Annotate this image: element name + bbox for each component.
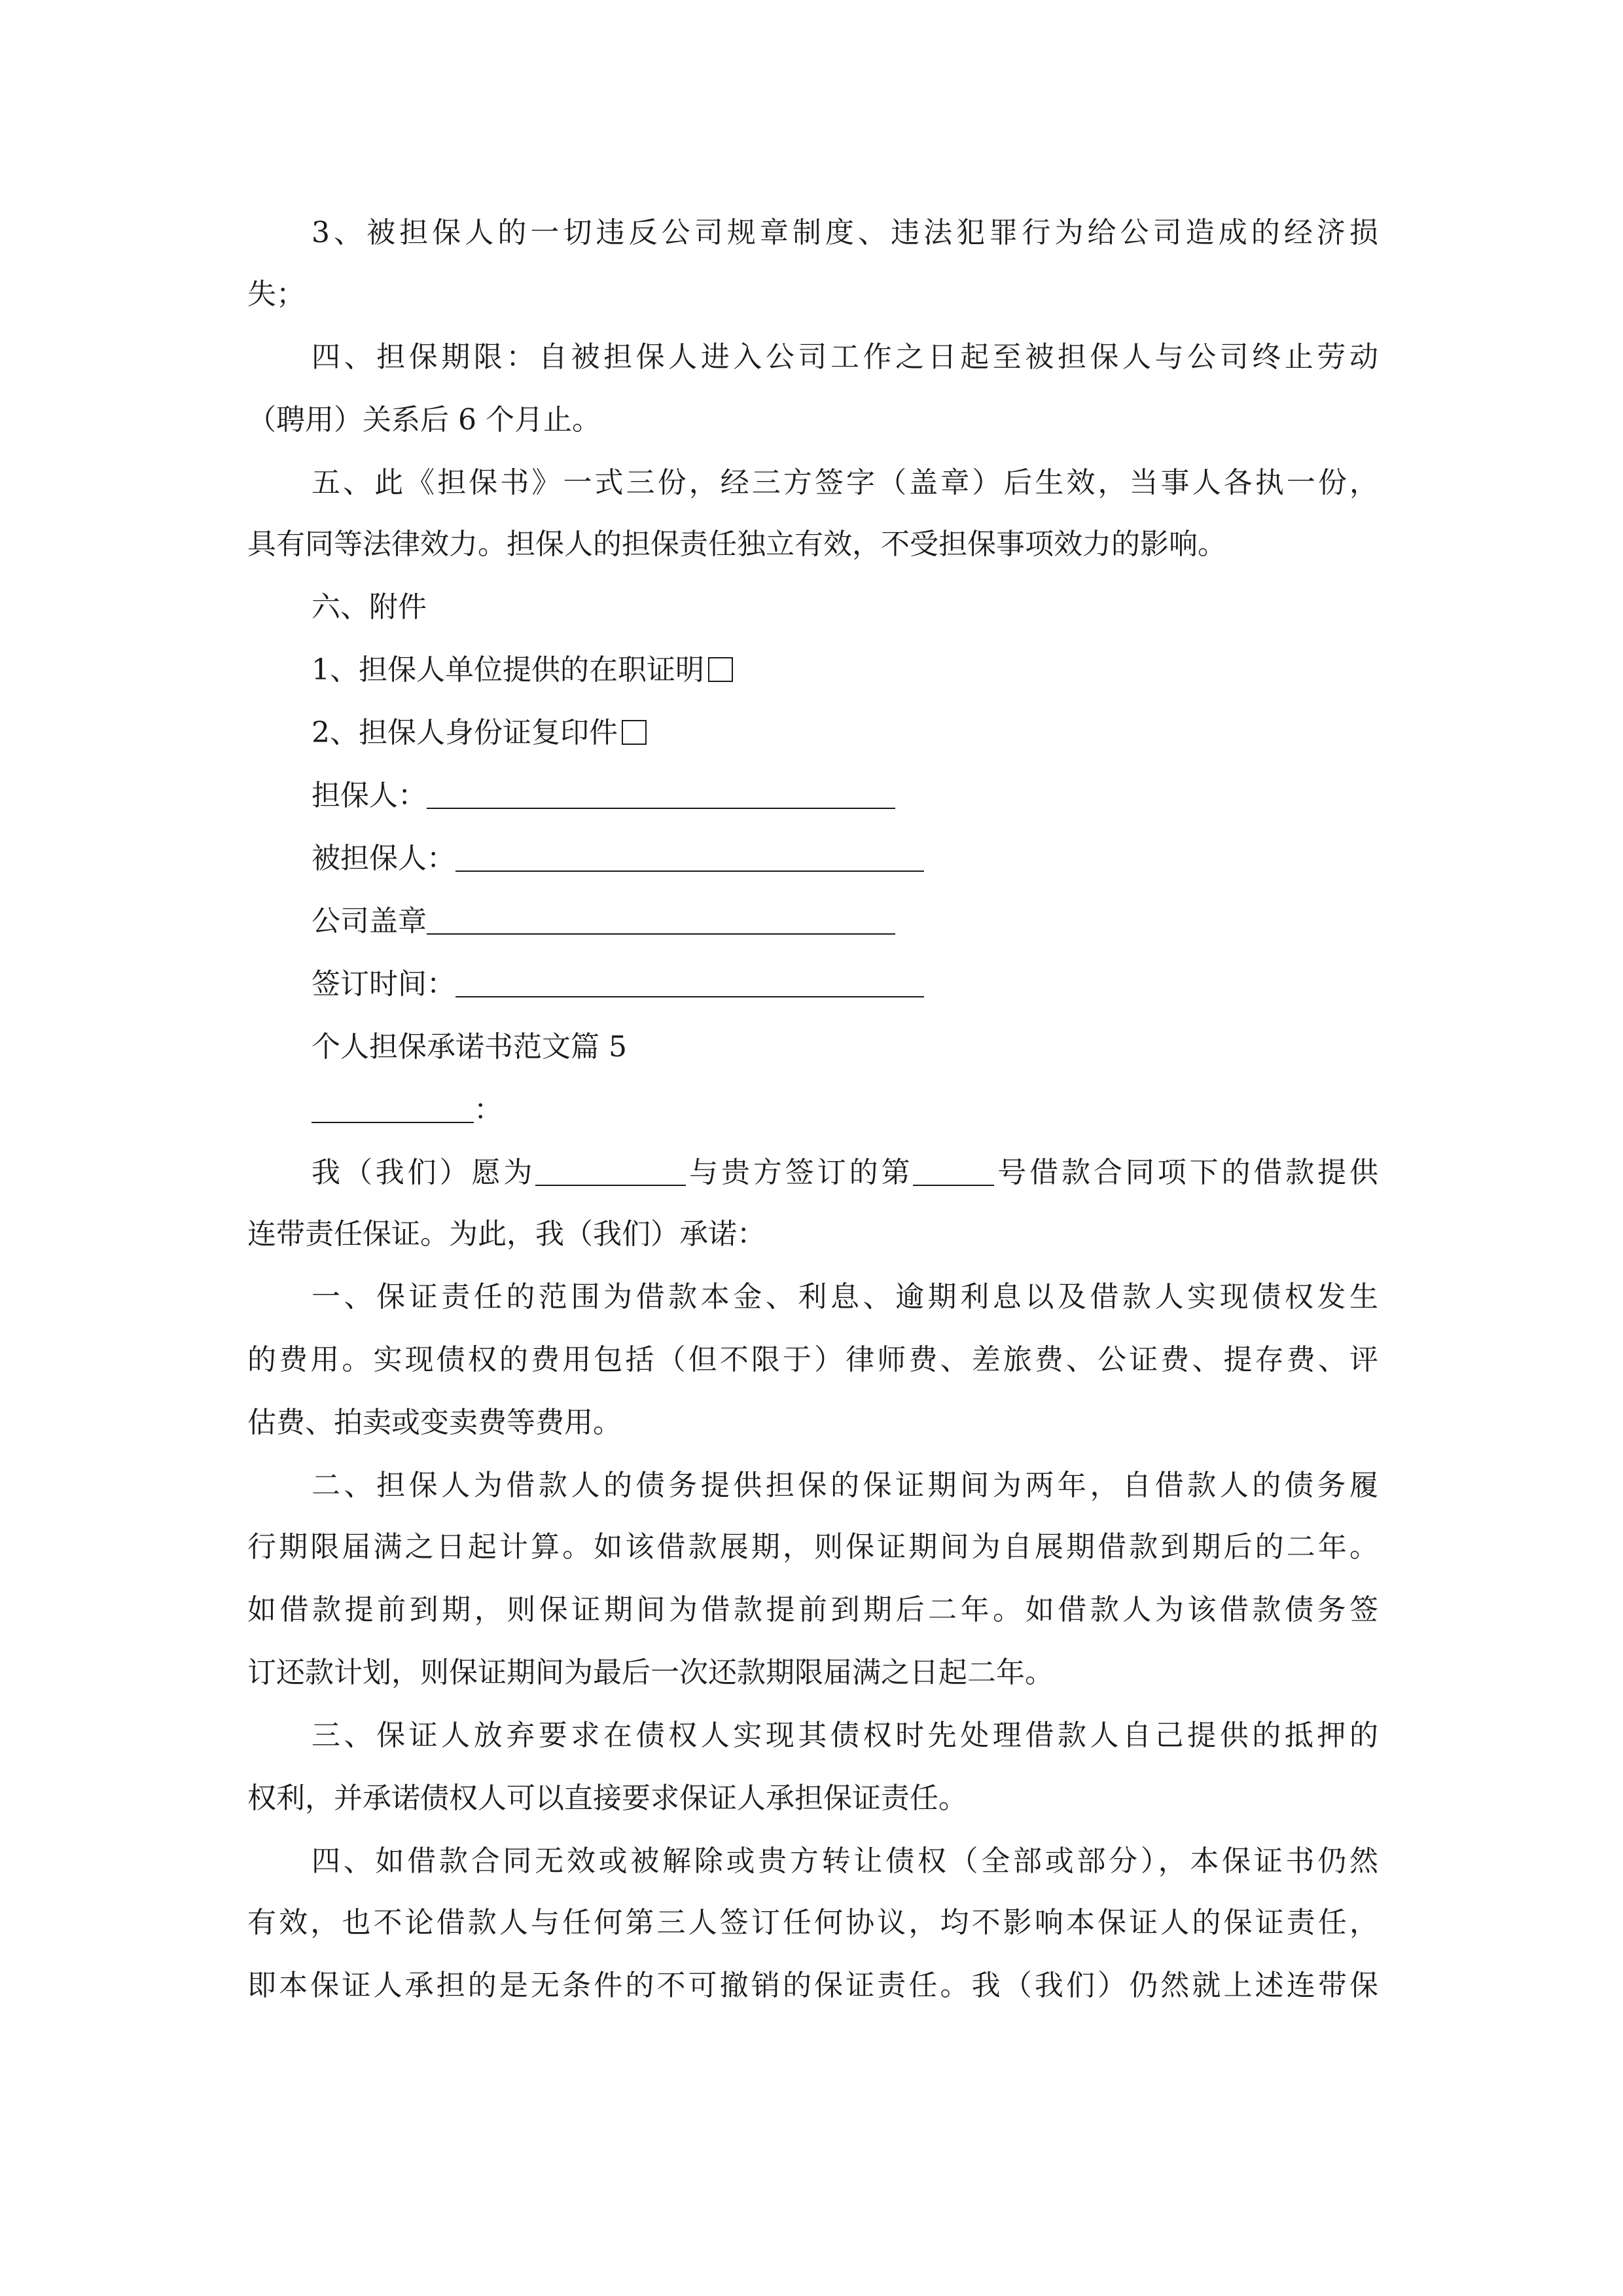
- clause3-item3-line2: 失；: [247, 278, 305, 311]
- salutation: [312, 1090, 503, 1130]
- clause4-line1: 四、担保期限：自被担保人进入公司工作之日起至被担保人与公司终止劳动: [312, 340, 1378, 374]
- attachment-1: [312, 651, 733, 690]
- signature-guaranteed: [312, 839, 924, 878]
- p2-line2: 行期限届满之日起计算。如该借款展期，则保证期间为自展期借款到期后的二年。: [247, 1530, 1378, 1564]
- p3-line1: 三、保证人放弃要求在债权人实现其债权时先处理借款人自己提供的抵押的: [312, 1719, 1378, 1752]
- checkbox[interactable]: [622, 720, 647, 745]
- p1-line3: 估费、拍卖或变卖费等费用。: [247, 1406, 622, 1439]
- intro-text-3: 号借款合同项下的借款提供: [994, 1156, 1379, 1189]
- signing-date: [312, 965, 924, 1004]
- checkbox[interactable]: [708, 657, 733, 682]
- signature-guarantor: [312, 776, 895, 816]
- clause4-line2: （聘用）关系后 6 个月止。: [247, 403, 601, 437]
- clause6-title: 六、附件: [312, 590, 427, 624]
- attachment-1-label: 1、担保人单位提供的在职证明: [312, 653, 704, 687]
- p2-line1: 二、担保人为借款人的债务提供担保的保证期间为两年，自借款人的债务履: [312, 1469, 1378, 1502]
- p4-line1: 四、如借款合同无效或被解除或贵方转让债权（全部或部分），本保证书仍然: [312, 1844, 1378, 1878]
- signing-date-field[interactable]: [455, 967, 924, 997]
- p2-line4: 订还款计划，则保证期间为最后一次还款期限届满之日起二年。: [247, 1656, 1054, 1689]
- salutation-blank[interactable]: [312, 1093, 474, 1123]
- clause5-line1: 五、此《担保书》一式三份，经三方签字（盖章）后生效，当事人各执一份，: [312, 466, 1378, 499]
- intro-line1: [312, 1153, 1378, 1193]
- signature-guarantor-label: 担保人：: [312, 779, 427, 812]
- clause5-line2: 具有同等法律效力。担保人的担保责任独立有效，不受担保事项效力的影响。: [247, 528, 1226, 561]
- signing-date-label: 签订时间：: [312, 967, 455, 1001]
- section-title: 个人担保承诺书范文篇 5: [312, 1030, 627, 1064]
- signature-guarantor-field[interactable]: [427, 779, 895, 809]
- p1-line1: 一、保证责任的范围为借款本金、利息、逾期利息以及借款人实现债权发生: [312, 1280, 1378, 1314]
- company-seal: [312, 902, 895, 941]
- salutation-colon: ：: [474, 1093, 503, 1126]
- intro-text-1: 我（我们）愿为: [312, 1156, 536, 1189]
- company-seal-field[interactable]: [427, 905, 895, 935]
- clause3-item3-line1: 3、被担保人的一切违反公司规章制度、违法犯罪行为给公司造成的经济损: [312, 216, 1378, 249]
- intro-line2: 连带责任保证。为此，我（我们）承诺：: [247, 1217, 766, 1251]
- signature-guaranteed-label: 被担保人：: [312, 842, 455, 875]
- p2-line3: 如借款提前到期，则保证期间为借款提前到期后二年。如借款人为该借款债务签: [247, 1593, 1378, 1626]
- attachment-2-label: 2、担保人身份证复印件: [312, 716, 618, 749]
- contract-number-blank[interactable]: [913, 1156, 994, 1186]
- company-seal-label: 公司盖章: [312, 905, 427, 938]
- p1-line2: 的费用。实现债权的费用包括（但不限于）律师费、差旅费、公证费、提存费、评: [247, 1343, 1378, 1376]
- intro-text-2: 与贵方签订的第: [686, 1156, 914, 1189]
- signature-guaranteed-field[interactable]: [455, 842, 924, 872]
- attachment-2: [312, 713, 647, 753]
- p3-line2: 权利，并承诺债权人可以直接要求保证人承担保证责任。: [247, 1782, 967, 1815]
- p4-line3: 即本保证人承担的是无条件的不可撤销的保证责任。我（我们）仍然就上述连带保: [247, 1969, 1378, 2002]
- borrower-name-blank[interactable]: [535, 1156, 686, 1186]
- p4-line2: 有效，也不论借款人与任何第三人签订任何协议，均不影响本保证人的保证责任，: [247, 1906, 1378, 1939]
